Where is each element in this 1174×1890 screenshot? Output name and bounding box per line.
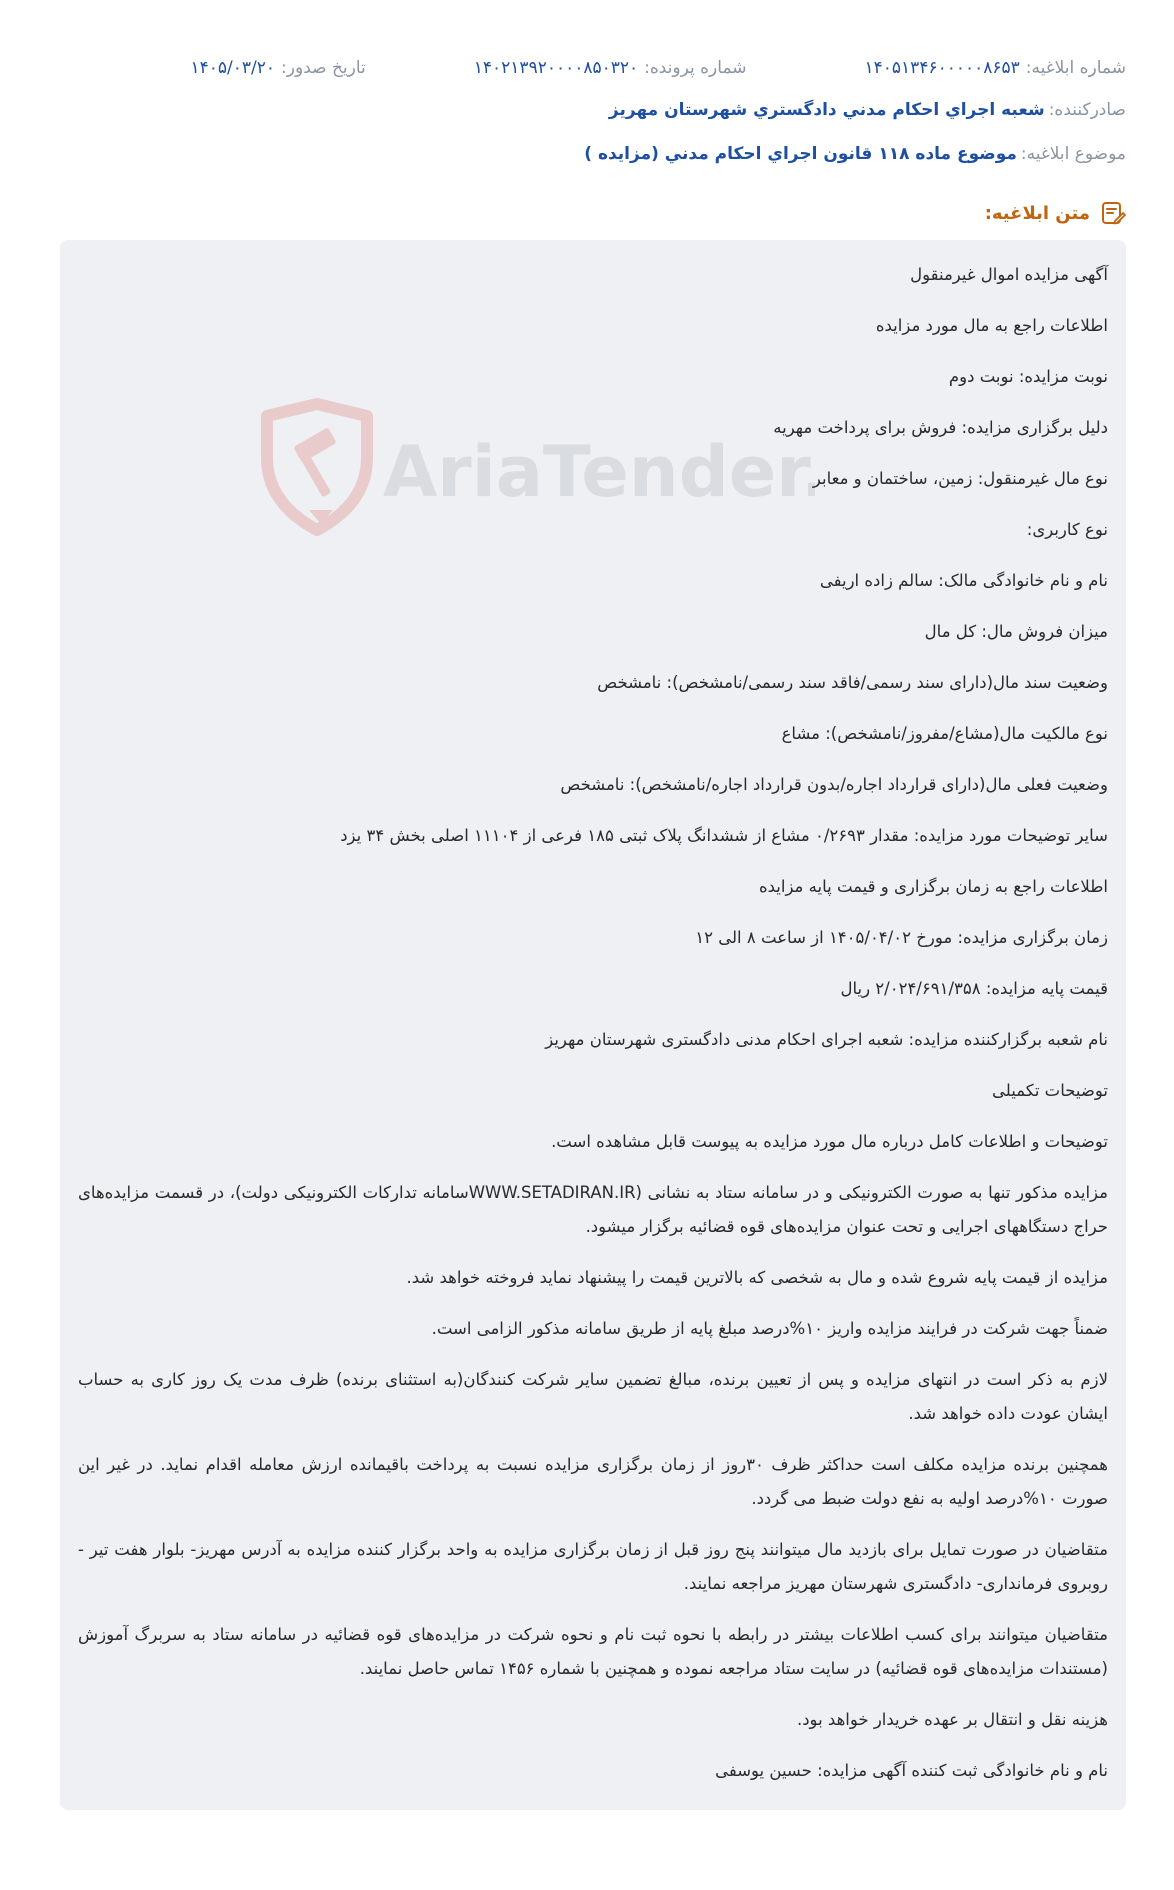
notice-number-label: شماره ابلاغیه: — [1025, 58, 1126, 78]
notice-paragraph: نوع مال غیرمنقول: زمین، ساختمان و معابر — [812, 469, 1108, 488]
issue-date-value: ۱۴۰۵/۰۳/۲۰ — [190, 58, 276, 78]
notice-paragraph: توضیحات و اطلاعات کامل درباره مال مورد مزایده به پیوست قابل مشاهده است. — [551, 1132, 1108, 1151]
case-number — [474, 56, 747, 80]
notice-paragraph: توضیحات تکمیلی — [992, 1081, 1108, 1100]
notice-number-value: ۱۴۰۵۱۳۴۶۰۰۰۰۰۸۶۵۳ — [864, 58, 1020, 78]
notice-paragraph: آگهی مزایده اموال غیرمنقول — [910, 265, 1108, 284]
notice-paragraph: نام شعبه برگزارکننده مزایده: شعبه اجرای احکام مدنی دادگستری شهرستان مهریز — [545, 1030, 1108, 1049]
notice-paragraph: همچنین برنده مزایده مکلف است حداکثر ظرف ۳۰روز از زمان برگزاری مزایده نسبت به پرداخت باقیمانده ارزش معامله اقدام نماید. در غیر این صورت ۱۰%درصد اولیه به نفع دولت ضبط می گردد. — [78, 1455, 1108, 1508]
issue-date — [191, 56, 366, 80]
notice-paragraph: سایر توضیحات مورد مزایده: مقدار ۰/۲۶۹۳ مشاع از ششدانگ پلاک ثبتی ۱۸۵ فرعی از ۱۱۱۰۴ اصلی بخش ۳۴ یزد — [340, 826, 1108, 845]
section-title-text: متن ابلاغیه: — [984, 202, 1090, 224]
notice-paragraph: وضعیت سند مال(دارای سند رسمی/فاقد سند رسمی/نامشخص): نامشخص — [597, 673, 1108, 692]
issuer-value: شعبه اجراي احكام مدني دادگستري شهرستان مهريز — [608, 100, 1045, 120]
section-title — [985, 200, 1126, 226]
notice-paragraph: اطلاعات راجع به مال مورد مزایده — [875, 316, 1108, 335]
notice-paragraph: میزان فروش مال: کل مال — [924, 622, 1108, 641]
case-number-value: ۱۴۰۲۱۳۹۲۰۰۰۰۸۵۰۳۲۰ — [473, 58, 639, 78]
notice-paragraph: ضمناً جهت شرکت در فرایند مزایده واریز ۱۰%درصد مبلغ پایه از طریق سامانه مذکور الزامی است. — [431, 1319, 1108, 1338]
subject-label: موضوع ابلاغیه: — [1020, 144, 1126, 164]
case-number-label: شماره پرونده: — [644, 58, 747, 78]
notice-meta-row — [48, 56, 1126, 80]
notice-paragraph: متقاضیان در صورت تمایل برای بازدید مال میتوانند پنج روز قبل از زمان برگزاری مزایده به واحد برگزار کننده مزایده به آدرس مهریز- بلوار هفت تیر - روبروی فرمانداری- دادگستری شهرستان مهریز مراجعه نمایند. — [78, 1540, 1108, 1593]
notice-paragraph: متقاضیان میتوانند برای کسب اطلاعات بیشتر در رابطه با نحوه ثبت نام و نحوه شرکت در مزایده‌های قوه قضائیه در سامانه ستاد به سربرگ آموزش (مستندات مزایده‌های قوه قضائیه) در سایت ستاد مراجعه نموده و همچنین با شماره ۱۴۵۶ تماس حاصل نمایند. — [78, 1625, 1108, 1678]
notice-number — [865, 56, 1126, 80]
issue-date-label: تاریخ صدور: — [281, 58, 366, 78]
notice-paragraph: لازم به ذکر است در انتهای مزایده و پس از تعیین برنده، مبالغ تضمین سایر شرکت کنندگان(به استثنای برنده) ظرف مدت یک روز کاری به حساب ایشان عودت داده خواهد شد. — [78, 1370, 1108, 1423]
notice-paragraph: وضعیت فعلی مال(دارای قرارداد اجاره/بدون قرارداد اجاره/نامشخص): نامشخص — [560, 775, 1108, 794]
notice-paragraph: نوبت مزایده: نوبت دوم — [948, 367, 1108, 386]
notice-paragraph: قیمت پایه مزایده: ۲/۰۲۴/۶۹۱/۳۵۸ ریال — [840, 979, 1108, 998]
notice-paragraph: نام و نام خانوادگی ثبت کننده آگهی مزایده: حسین یوسفی — [715, 1761, 1108, 1780]
notice-body — [60, 240, 1126, 1810]
notice-paragraph: مزایده مذکور تنها به صورت الکترونیکی و در سامانه ستاد به نشانی (WWW.SETADIRAN.IRسامانه تدارکات الکترونیکی دولت)، در قسمت مزایده‌های حراج دستگاههای اجرایی و تحت عنوان مزایده‌های قوه قضائیه برگزار میشود. — [78, 1183, 1108, 1236]
issuer-label: صادرکننده: — [1048, 100, 1126, 120]
notice-paragraph: دلیل برگزاری مزایده: فروش برای پرداخت مهریه — [773, 418, 1108, 437]
watermark-text: AriaTender — [383, 431, 801, 513]
subject-value: موضوع ماده ۱۱۸ قانون اجراي احكام مدني (مزايده ) — [584, 144, 1017, 164]
notice-paragraph: نام و نام خانوادگی مالک: سالم زاده اریفی — [819, 571, 1108, 590]
notice-paragraph: نوع مالکیت مال(مشاع/مفروز/نامشخص): مشاع — [781, 724, 1108, 743]
subject-row — [48, 142, 1126, 166]
notice-paragraph: مزایده از قیمت پایه شروع شده و مال به شخصی که بالاترین قیمت را پیشنهاد نماید فروخته خواهد شد. — [406, 1268, 1108, 1287]
notice-paragraph: هزینه نقل و انتقال بر عهده خریدار خواهد بود. — [796, 1710, 1108, 1729]
notice-paragraph: اطلاعات راجع به زمان برگزاری و قیمت پایه مزایده — [758, 877, 1108, 896]
notice-paragraph: زمان برگزاری مزایده: مورخ ۱۴۰۵/۰۴/۰۲ از ساعت ۸ الی ۱۲ — [695, 928, 1108, 947]
document-edit-icon — [1100, 200, 1126, 226]
notice-paragraph: نوع کاربری: — [1026, 520, 1108, 539]
notice-paragraphs — [78, 258, 1108, 1788]
issuer-row — [48, 98, 1126, 122]
